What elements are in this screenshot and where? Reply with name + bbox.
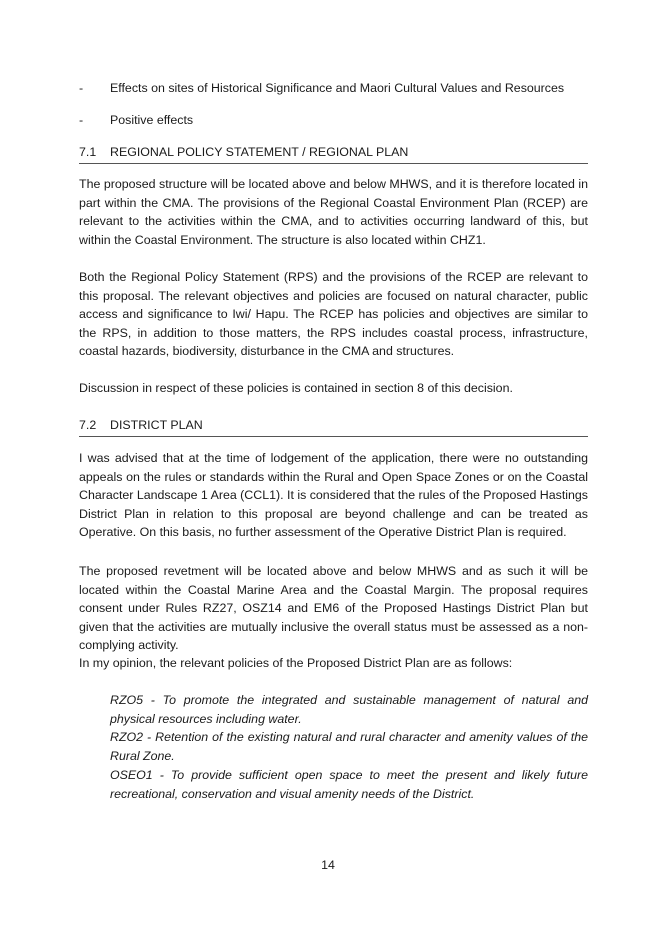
section-number: 7.1 [79, 145, 97, 159]
paragraph: Discussion in respect of these policies is contained in section 8 of this decision. [79, 381, 513, 395]
paragraph: In my opinion, the relevant policies of the Proposed District Plan are as follows: [79, 656, 513, 670]
section-title: REGIONAL POLICY STATEMENT / REGIONAL PLAN [110, 145, 409, 159]
bullet-text: Positive effects [110, 113, 194, 127]
paragraph: I was advised that at the time of lodgement of the application, there were no outstanding appeals on the rules or standards within the Rural and Open Space Zones or on the Coastal Character Landscape 1 Area (CCL1). It is considered that the rules of the Proposed Hastings District Plan in relation to this proposal are beyond challenge and can be treated as Operative. On this basis, no further assessment of the Operative District Plan is required. [79, 451, 588, 540]
section-heading-7-1 [79, 143, 588, 164]
paragraph: The proposed structure will be located above and below MHWS, and it is therefore located in part within the CMA. The provisions of the Regional Coastal Environment Plan (RCEP) are relevant to the activities within the CMA, and to activities occurring landward of this, but within the Coastal Environment. The structure is also located within CHZ1. [79, 177, 588, 247]
section-heading-7-2 [79, 416, 588, 437]
bullet-text: Effects on sites of Historical Significance and Maori Cultural Values and Resources [110, 81, 565, 95]
policy-quote: RZO5 - To promote the integrated and sustainable management of natural and physical resources including water. [110, 693, 588, 726]
page-number: 14 [321, 858, 335, 872]
paragraph: The proposed revetment will be located above and below MHWS and as such it will be located within the Coastal Marine Area and the Coastal Margin. The proposal requires consent under Rules RZ27, OSZ14 and EM6 of the Proposed Hastings District Plan but given that the activities are mutually inclusive the overall status must be assessed as a non-complying activity. [79, 564, 588, 653]
paragraph: Both the Regional Policy Statement (RPS) and the provisions of the RCEP are relevant to this proposal. The relevant objectives and policies are focused on natural character, public access and significance to Iwi/ Hapu. The RCEP has policies and objectives are similar to the RPS, in addition to those matters, the RPS includes coastal process, infrastructure, coastal hazards, biodiversity, disturbance in the CMA and structures. [79, 270, 588, 359]
policy-quote: OSEO1 - To provide sufficient open space to meet the present and likely future recreational, conservation and visual amenity needs of the District. [110, 768, 588, 801]
section-number: 7.2 [79, 418, 97, 432]
policy-quote: RZO2 - Retention of the existing natural and rural character and amenity values of the Rural Zone. [110, 730, 588, 763]
bullet-dash: - [79, 113, 84, 127]
section-title: DISTRICT PLAN [110, 418, 203, 432]
bullet-dash: - [79, 81, 84, 95]
